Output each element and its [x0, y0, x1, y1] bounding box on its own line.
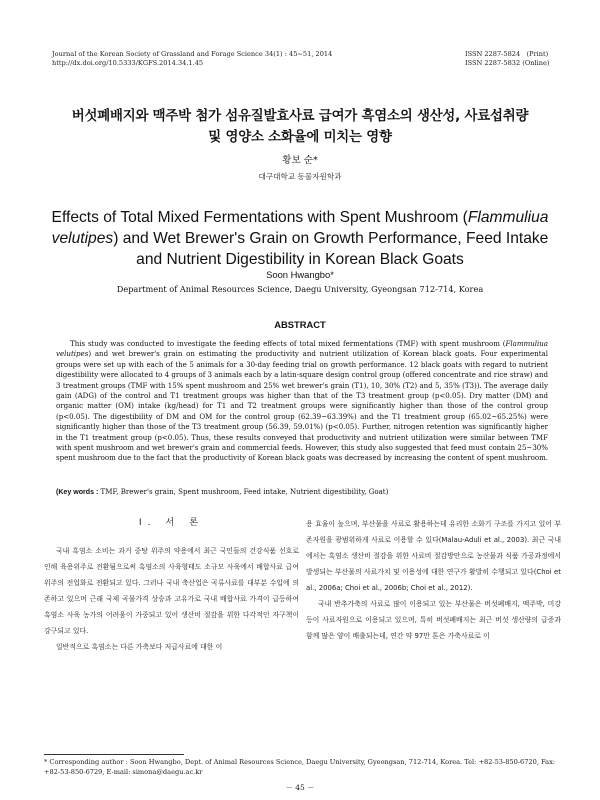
- keywords-list: TMF, Brewer's grain, Spent mushroom, Feed intake, Nutrient digestibility, Goat): [98, 487, 389, 496]
- issn-online: ISSN 2287-5832 (Online): [465, 59, 550, 67]
- korean-affiliation: 대구대학교 동물자원학과: [258, 172, 342, 181]
- footnote-divider: [44, 754, 184, 755]
- body-paragraph: 국내 흑염소 소비는 과거 중탕 위주의 약용에서 최근 국민들의 건강식품 선호로 인해 육용위주로 전환됨으로써 흑염소의 사육형태도 소규모 사육에서 배합사료 급여 위주의 전업화로 전환되고 있다. 그러나 국내 축산업은 곡류사료를 대부분 수입에 의존하고 있으며 근래 국제 곡물가격 상승과 고유가로 국내 배합사료 가격이 급등하여 흑염소 사육 농가의 어려움이 가중되고 있어 생산비 절감을 위한 다각적인 자구책이 강구되고 있다.: [44, 547, 299, 635]
- english-title-species: Flammuliua velutipes: [51, 209, 549, 247]
- keywords-label: (Key words :: [56, 489, 99, 496]
- abstract-text-a: This study was conducted to investigate the feeding effects of total mixed fermentations (TMF) with spent mushroom (: [70, 339, 506, 348]
- abstract-heading: ABSTRACT: [274, 319, 326, 330]
- korean-title-line1: 버섯폐배지와 맥주박 첨가 섬유질발효사료 급여가 흑염소의 생산성, 사료섭취량: [71, 109, 529, 124]
- english-title: [40, 207, 560, 270]
- korean-author: 황보 순*: [282, 155, 318, 166]
- english-title-part1: Effects of Total Mixed Fermentations with Spent Mushroom (: [51, 209, 468, 226]
- page-number: － 45 －: [285, 783, 315, 792]
- introduction-heading: Ⅰ. 서 론: [138, 517, 205, 528]
- issn-print: ISSN 2287-5824 (Print): [465, 50, 549, 58]
- korean-title: [40, 106, 560, 148]
- corresponding-author-footnote: * Corresponding author : Soon Hwangbo, Dept. of Animal Resources Science, Daegu University, Gyeongsan, 712-714, Korea. Tel: +82-53-850-6720, Fax: +82-53-850-6729, E-mail: simona@daegu.ac.kr: [44, 758, 556, 776]
- english-title-part2: ) and Wet Brewer's Grain on Growth Performance, Feed Intake and Nutrient Digestibility in Korean Black Goats: [113, 230, 549, 268]
- body-column-left: [44, 516, 299, 655]
- english-author: Soon Hwangbo*: [266, 269, 334, 280]
- abstract-text-b: ) and wet brewer's grain on estimating the productivity and nutrient utilization of Korean black goats. Four experimental groups were set up with each of the 5 animals for a 30-day feeding trial on growth performance. 12 black goats with regard to nutrient digestibility were allocated to 4 groups of 3 animals each by a latin-square design control group (offered concentrate and rice straw) and 3 treatment groups (TMF with 15% spent mushroom and 25% wet brewer's grain (T1), 10, 30% (T2) and 5, 35% (T3)). The average daily gain (ADG) of the control and T1 treatment groups was higher than that of the T3 treatment group (p<0.05). Dry matter (DM) and organic matter (OM) intake (kg/head) for T1 and T2 treatment groups were significantly higher than those of the control group (p<0.05). The digestibility of DM and OM for the control group (62.39~63.39%) and the T1 treatment group (65.02~65.25%) were significantly higher than those of the T3 treatment group (56.39, 59.01%) (p<0.05). Further, nitrogen retention was significantly higher in the T1 treatment group (p<0.05). Thus, these results conveyed that productivity and nutrient utilization were similar between TMF with spent mushroom and wet brewer's grain and commercial feeds. However, this study also suggested that feed must contain 25~30% spent mushroom due to the fact that the productivity of Korean black goats was decreased by increasing the content of spent mushroom.: [56, 349, 548, 463]
- korean-title-line2: 및 영양소 소화율에 미치는 영향: [208, 130, 392, 145]
- abstract-species: Flammuliua velutipes: [56, 339, 548, 359]
- journal-header: [52, 50, 332, 68]
- body-paragraph: 일반적으로 흑염소는 다른 가축보다 저급사료에 대한 이: [56, 643, 223, 651]
- body-paragraph: 용 효율이 높으며, 부산물을 사료로 활용하는데 유리한 소화기 구조를 가지고 있어 부존자원을 광범위하게 사료로 이용할 수 있다(Malau-Aduli et al., 2003). 최근 국내에서는 흑염소 생산비 절감을 위한 사료비 절감방안으로 농산물과 식품 가공과정에서 발생되는 부산물의 사료가치 및 이용성에 대한 연구가 활발히 수행되고 있다(Choi et al., 2006a; Choi et al., 2006b; Choi et al., 2012).: [306, 520, 561, 592]
- doi-link[interactable]: http://dx.doi.org/10.5333/KGFS.2014.34.1.45: [52, 59, 204, 67]
- keywords: [56, 487, 548, 498]
- abstract-body: [56, 339, 548, 464]
- english-affiliation: Department of Animal Resources Science, Daegu University, Gyeongsan 712-714, Korea: [116, 284, 484, 294]
- journal-citation: Journal of the Korean Society of Grassland and Forage Science 34(1) : 45~51, 2014: [52, 50, 333, 58]
- body-column-right: [306, 516, 561, 644]
- body-paragraph: 국내 반추가축의 사료로 많이 이용되고 있는 부산물은 버섯폐배지, 맥주박, 미강 등이 사료자원으로 이용되고 있으며, 특히 버섯폐배지는 최근 버섯 생산량의 급증과 함께 많은 양이 배출되는데, 연간 약 97만 톤은 가축사료로 이: [306, 600, 561, 640]
- issn-block: [465, 50, 549, 68]
